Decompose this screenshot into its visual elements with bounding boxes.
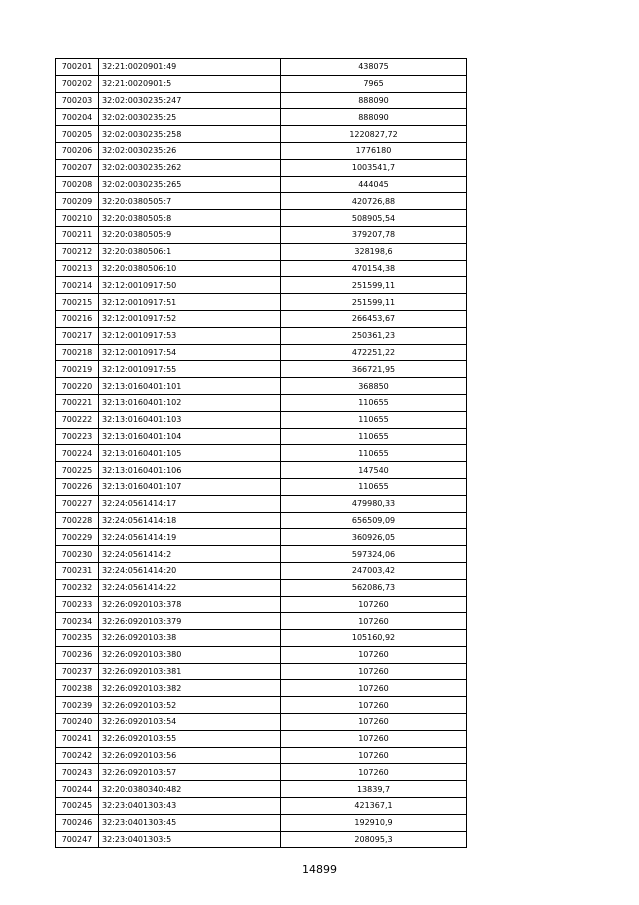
value-cell: 266453,67 <box>281 310 467 327</box>
row-number-cell: 700212 <box>56 243 99 260</box>
cadastral-number-cell: 32:20:0380506:10 <box>99 260 281 277</box>
value-cell: 366721,95 <box>281 361 467 378</box>
value-cell: 110655 <box>281 445 467 462</box>
table-row <box>56 562 467 579</box>
table-row <box>56 579 467 596</box>
row-number-cell: 700220 <box>56 378 99 395</box>
cadastral-number-cell: 32:23:0401303:43 <box>99 798 281 815</box>
row-number-cell: 700223 <box>56 428 99 445</box>
value-cell: 656509,09 <box>281 512 467 529</box>
table-row <box>56 814 467 831</box>
cadastral-number-cell: 32:24:0561414:2 <box>99 546 281 563</box>
row-number-cell: 700225 <box>56 462 99 479</box>
value-cell: 247003,42 <box>281 562 467 579</box>
table-row <box>56 747 467 764</box>
page-number: 14899 <box>302 863 337 876</box>
table-row <box>56 378 467 395</box>
row-number-cell: 700201 <box>56 59 99 76</box>
cadastral-number-cell: 32:24:0561414:22 <box>99 579 281 596</box>
row-number-cell: 700203 <box>56 92 99 109</box>
cadastral-number-cell: 32:26:0920103:379 <box>99 613 281 630</box>
cadastral-number-cell: 32:02:0030235:25 <box>99 109 281 126</box>
table-row <box>56 730 467 747</box>
row-number-cell: 700229 <box>56 529 99 546</box>
row-number-cell: 700235 <box>56 630 99 647</box>
row-number-cell: 700241 <box>56 730 99 747</box>
value-cell: 251599,11 <box>281 294 467 311</box>
cadastral-number-cell: 32:26:0920103:55 <box>99 730 281 747</box>
table-row <box>56 764 467 781</box>
table-row <box>56 831 467 848</box>
row-number-cell: 700213 <box>56 260 99 277</box>
table-row <box>56 798 467 815</box>
table-row <box>56 260 467 277</box>
table-row <box>56 462 467 479</box>
cadastral-number-cell: 32:24:0561414:17 <box>99 495 281 512</box>
value-cell: 110655 <box>281 394 467 411</box>
value-cell: 107260 <box>281 747 467 764</box>
cadastral-number-cell: 32:20:0380505:8 <box>99 210 281 227</box>
table-row <box>56 495 467 512</box>
value-cell: 472251,22 <box>281 344 467 361</box>
table-row <box>56 697 467 714</box>
value-cell: 107260 <box>281 714 467 731</box>
row-number-cell: 700238 <box>56 680 99 697</box>
row-number-cell: 700232 <box>56 579 99 596</box>
table-row <box>56 613 467 630</box>
table-row <box>56 126 467 143</box>
row-number-cell: 700230 <box>56 546 99 563</box>
table-row <box>56 478 467 495</box>
cadastral-number-cell: 32:26:0920103:57 <box>99 764 281 781</box>
value-cell: 360926,05 <box>281 529 467 546</box>
value-cell: 444045 <box>281 176 467 193</box>
cadastral-number-cell: 32:02:0030235:262 <box>99 159 281 176</box>
value-cell: 1003541,7 <box>281 159 467 176</box>
value-cell: 110655 <box>281 428 467 445</box>
table-row <box>56 142 467 159</box>
registry-table <box>55 58 467 848</box>
cadastral-number-cell: 32:12:0010917:54 <box>99 344 281 361</box>
cadastral-number-cell: 32:23:0401303:5 <box>99 831 281 848</box>
row-number-cell: 700242 <box>56 747 99 764</box>
value-cell: 107260 <box>281 730 467 747</box>
row-number-cell: 700205 <box>56 126 99 143</box>
value-cell: 107260 <box>281 596 467 613</box>
table-row <box>56 411 467 428</box>
row-number-cell: 700236 <box>56 646 99 663</box>
table-row <box>56 109 467 126</box>
cadastral-number-cell: 32:21:0020901:49 <box>99 59 281 76</box>
cadastral-number-cell: 32:20:0380505:9 <box>99 226 281 243</box>
cadastral-number-cell: 32:24:0561414:20 <box>99 562 281 579</box>
cadastral-number-cell: 32:02:0030235:258 <box>99 126 281 143</box>
row-number-cell: 700245 <box>56 798 99 815</box>
row-number-cell: 700237 <box>56 663 99 680</box>
cadastral-number-cell: 32:12:0010917:50 <box>99 277 281 294</box>
value-cell: 250361,23 <box>281 327 467 344</box>
row-number-cell: 700240 <box>56 714 99 731</box>
table-row <box>56 361 467 378</box>
table-row <box>56 529 467 546</box>
value-cell: 110655 <box>281 478 467 495</box>
cadastral-number-cell: 32:26:0920103:56 <box>99 747 281 764</box>
table-row <box>56 680 467 697</box>
cadastral-number-cell: 32:26:0920103:381 <box>99 663 281 680</box>
row-number-cell: 700233 <box>56 596 99 613</box>
value-cell: 368850 <box>281 378 467 395</box>
cadastral-number-cell: 32:12:0010917:55 <box>99 361 281 378</box>
value-cell: 888090 <box>281 92 467 109</box>
value-cell: 251599,11 <box>281 277 467 294</box>
row-number-cell: 700215 <box>56 294 99 311</box>
table-row <box>56 663 467 680</box>
cadastral-number-cell: 32:23:0401303:45 <box>99 814 281 831</box>
cadastral-number-cell: 32:26:0920103:52 <box>99 697 281 714</box>
cadastral-number-cell: 32:26:0920103:54 <box>99 714 281 731</box>
cadastral-number-cell: 32:12:0010917:52 <box>99 310 281 327</box>
row-number-cell: 700217 <box>56 327 99 344</box>
row-number-cell: 700207 <box>56 159 99 176</box>
row-number-cell: 700243 <box>56 764 99 781</box>
value-cell: 379207,78 <box>281 226 467 243</box>
row-number-cell: 700214 <box>56 277 99 294</box>
table-row <box>56 75 467 92</box>
value-cell: 107260 <box>281 697 467 714</box>
cadastral-number-cell: 32:12:0010917:51 <box>99 294 281 311</box>
cadastral-number-cell: 32:26:0920103:378 <box>99 596 281 613</box>
row-number-cell: 700231 <box>56 562 99 579</box>
row-number-cell: 700239 <box>56 697 99 714</box>
row-number-cell: 700222 <box>56 411 99 428</box>
value-cell: 107260 <box>281 646 467 663</box>
table-row <box>56 714 467 731</box>
cadastral-number-cell: 32:02:0030235:265 <box>99 176 281 193</box>
cadastral-number-cell: 32:13:0160401:105 <box>99 445 281 462</box>
table-row <box>56 327 467 344</box>
row-number-cell: 700202 <box>56 75 99 92</box>
value-cell: 508905,54 <box>281 210 467 227</box>
value-cell: 597324,06 <box>281 546 467 563</box>
row-number-cell: 700234 <box>56 613 99 630</box>
row-number-cell: 700216 <box>56 310 99 327</box>
cadastral-number-cell: 32:26:0920103:382 <box>99 680 281 697</box>
value-cell: 421367,1 <box>281 798 467 815</box>
cadastral-number-cell: 32:02:0030235:26 <box>99 142 281 159</box>
value-cell: 147540 <box>281 462 467 479</box>
row-number-cell: 700221 <box>56 394 99 411</box>
table-row <box>56 243 467 260</box>
table-row <box>56 646 467 663</box>
cadastral-number-cell: 32:13:0160401:101 <box>99 378 281 395</box>
value-cell: 7965 <box>281 75 467 92</box>
value-cell: 107260 <box>281 764 467 781</box>
table-row <box>56 310 467 327</box>
table-row <box>56 210 467 227</box>
row-number-cell: 700209 <box>56 193 99 210</box>
value-cell: 1776180 <box>281 142 467 159</box>
value-cell: 110655 <box>281 411 467 428</box>
value-cell: 13839,7 <box>281 781 467 798</box>
row-number-cell: 700208 <box>56 176 99 193</box>
registry-table-body <box>56 59 467 848</box>
table-row <box>56 176 467 193</box>
value-cell: 470154,38 <box>281 260 467 277</box>
value-cell: 438075 <box>281 59 467 76</box>
value-cell: 107260 <box>281 613 467 630</box>
table-row <box>56 226 467 243</box>
row-number-cell: 700218 <box>56 344 99 361</box>
cadastral-number-cell: 32:21:0020901:5 <box>99 75 281 92</box>
table-row <box>56 159 467 176</box>
table-row <box>56 193 467 210</box>
table-row <box>56 512 467 529</box>
table-row <box>56 277 467 294</box>
table-row <box>56 546 467 563</box>
row-number-cell: 700246 <box>56 814 99 831</box>
value-cell: 1220827,72 <box>281 126 467 143</box>
cadastral-number-cell: 32:20:0380506:1 <box>99 243 281 260</box>
table-row <box>56 630 467 647</box>
value-cell: 105160,92 <box>281 630 467 647</box>
cadastral-number-cell: 32:24:0561414:18 <box>99 512 281 529</box>
cadastral-number-cell: 32:13:0160401:104 <box>99 428 281 445</box>
row-number-cell: 700226 <box>56 478 99 495</box>
row-number-cell: 700211 <box>56 226 99 243</box>
cadastral-number-cell: 32:13:0160401:103 <box>99 411 281 428</box>
cadastral-number-cell: 32:20:0380340:482 <box>99 781 281 798</box>
row-number-cell: 700244 <box>56 781 99 798</box>
cadastral-number-cell: 32:26:0920103:38 <box>99 630 281 647</box>
cadastral-number-cell: 32:12:0010917:53 <box>99 327 281 344</box>
row-number-cell: 700224 <box>56 445 99 462</box>
row-number-cell: 700228 <box>56 512 99 529</box>
row-number-cell: 700210 <box>56 210 99 227</box>
row-number-cell: 700247 <box>56 831 99 848</box>
value-cell: 420726,88 <box>281 193 467 210</box>
cadastral-number-cell: 32:13:0160401:102 <box>99 394 281 411</box>
value-cell: 192910,9 <box>281 814 467 831</box>
table-row <box>56 596 467 613</box>
table-row <box>56 344 467 361</box>
table-row <box>56 428 467 445</box>
cadastral-number-cell: 32:20:0380505:7 <box>99 193 281 210</box>
value-cell: 107260 <box>281 680 467 697</box>
table-row <box>56 294 467 311</box>
cadastral-number-cell: 32:13:0160401:106 <box>99 462 281 479</box>
cadastral-number-cell: 32:13:0160401:107 <box>99 478 281 495</box>
table-row <box>56 781 467 798</box>
table-row <box>56 92 467 109</box>
value-cell: 328198,6 <box>281 243 467 260</box>
table-row <box>56 445 467 462</box>
row-number-cell: 700219 <box>56 361 99 378</box>
row-number-cell: 700204 <box>56 109 99 126</box>
row-number-cell: 700206 <box>56 142 99 159</box>
table-row <box>56 59 467 76</box>
value-cell: 562086,73 <box>281 579 467 596</box>
value-cell: 479980,33 <box>281 495 467 512</box>
row-number-cell: 700227 <box>56 495 99 512</box>
cadastral-number-cell: 32:26:0920103:380 <box>99 646 281 663</box>
value-cell: 888090 <box>281 109 467 126</box>
value-cell: 107260 <box>281 663 467 680</box>
value-cell: 208095,3 <box>281 831 467 848</box>
cadastral-number-cell: 32:02:0030235:247 <box>99 92 281 109</box>
table-row <box>56 394 467 411</box>
cadastral-number-cell: 32:24:0561414:19 <box>99 529 281 546</box>
